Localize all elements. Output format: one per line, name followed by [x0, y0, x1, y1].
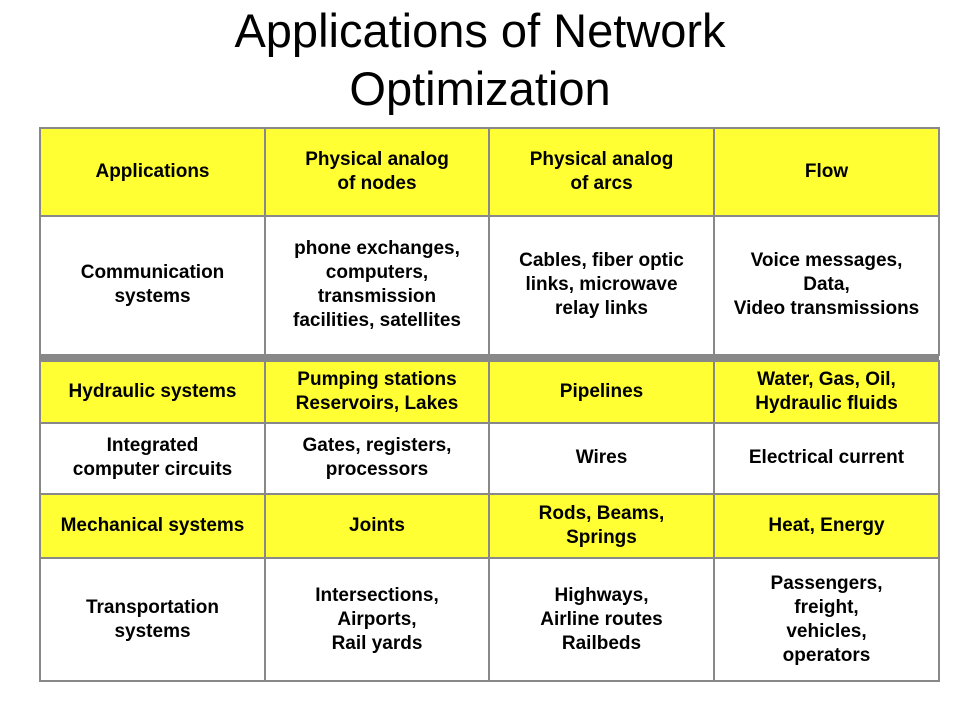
cell-text-line: phone exchanges,: [294, 238, 460, 260]
cell-text-line: computers,: [325, 262, 429, 284]
table-row-integrated-circuits: [40, 423, 939, 494]
title-line-2: Optimization: [349, 62, 611, 115]
cell-text-line: vehicles,: [786, 620, 867, 642]
cell-text-line: Airports,: [337, 608, 417, 630]
cell-nodes: [265, 216, 489, 355]
cell-text-line: Water, Gas, Oil,: [757, 368, 896, 390]
cell-arcs: [489, 494, 714, 558]
title-line-1: Applications of Network: [234, 4, 726, 57]
cell-text-line: Airline routes: [540, 608, 663, 630]
cell-text-line: Wires: [575, 447, 628, 469]
cell-text-line: Physical analog: [305, 148, 449, 170]
cell-text-line: Joints: [349, 514, 405, 536]
cell-text-line: Voice messages,: [750, 250, 903, 272]
cell-text-line: systems: [114, 620, 191, 642]
cell-text-line: Transportation: [85, 596, 219, 618]
applications-table-grid: [39, 127, 940, 682]
cell-flow: [714, 423, 939, 494]
cell-text-line: Pumping stations: [297, 368, 457, 390]
cell-text-line: Railbeds: [561, 632, 642, 654]
header-applications: [40, 128, 265, 216]
cell-text-line: Rail yards: [331, 632, 423, 654]
cell-text-line: Hydraulic systems: [68, 380, 237, 402]
cell-flow: [714, 361, 939, 423]
cell-text-line: Reservoirs, Lakes: [295, 392, 459, 414]
cell-text-line: Cables, fiber optic: [519, 250, 684, 272]
cell-text-line: Heat, Energy: [768, 514, 885, 536]
cell-application: [40, 216, 265, 355]
header-physical-analog-of-arcs: [489, 128, 714, 216]
table-row-hydraulic: [40, 361, 939, 423]
cell-flow: [714, 558, 939, 681]
cell-text-line: processors: [325, 459, 429, 481]
cell-flow: [714, 216, 939, 355]
cell-text-line: Passengers,: [770, 572, 883, 594]
cell-text-line: relay links: [555, 298, 648, 320]
table-header-row: [40, 128, 939, 216]
cell-text-line: Electrical current: [748, 447, 905, 469]
cell-text-line: transmission: [317, 286, 437, 308]
cell-text-line: Flow: [804, 160, 849, 182]
table-body: [40, 128, 939, 681]
cell-text-line: Springs: [566, 526, 637, 548]
cell-text-line: Pipelines: [559, 380, 644, 402]
cell-text-line: of nodes: [337, 172, 417, 194]
cell-arcs: [489, 216, 714, 355]
cell-text-line: Integrated: [106, 435, 199, 457]
cell-nodes: [265, 494, 489, 558]
table-row-transportation: [40, 558, 939, 681]
cell-application: [40, 494, 265, 558]
cell-text-line: Data,: [803, 274, 850, 296]
cell-nodes: [265, 361, 489, 423]
cell-text-line: Hydraulic fluids: [755, 392, 898, 414]
cell-arcs: [489, 558, 714, 681]
cell-flow: [714, 494, 939, 558]
applications-table: [39, 127, 938, 682]
cell-arcs: [489, 423, 714, 494]
cell-nodes: [265, 423, 489, 494]
header-flow: [714, 128, 939, 216]
table-row-mechanical: [40, 494, 939, 558]
cell-text-line: Highways,: [554, 584, 649, 606]
cell-application: [40, 361, 265, 423]
cell-arcs: [489, 361, 714, 423]
cell-text-line: Applications: [95, 160, 210, 182]
cell-text-line: freight,: [794, 596, 859, 618]
cell-text-line: computer circuits: [72, 459, 233, 481]
cell-application: [40, 423, 265, 494]
cell-text-line: facilities, satellites: [293, 310, 461, 332]
page-title: [0, 0, 960, 118]
cell-text-line: operators: [782, 644, 871, 666]
cell-text-line: systems: [114, 286, 191, 308]
cell-text-line: Mechanical systems: [60, 514, 245, 536]
table-row-communication: [40, 216, 939, 355]
cell-text-line: Rods, Beams,: [538, 502, 665, 524]
cell-text-line: Video transmissions: [733, 298, 920, 320]
cell-text-line: Communication: [80, 262, 225, 284]
cell-nodes: [265, 558, 489, 681]
cell-text-line: Gates, registers,: [302, 435, 452, 457]
cell-text-line: Physical analog: [529, 148, 674, 170]
header-physical-analog-of-nodes: [265, 128, 489, 216]
cell-application: [40, 558, 265, 681]
cell-text-line: links, microwave: [525, 274, 678, 296]
cell-text-line: of arcs: [570, 172, 633, 194]
cell-text-line: Intersections,: [315, 584, 439, 606]
